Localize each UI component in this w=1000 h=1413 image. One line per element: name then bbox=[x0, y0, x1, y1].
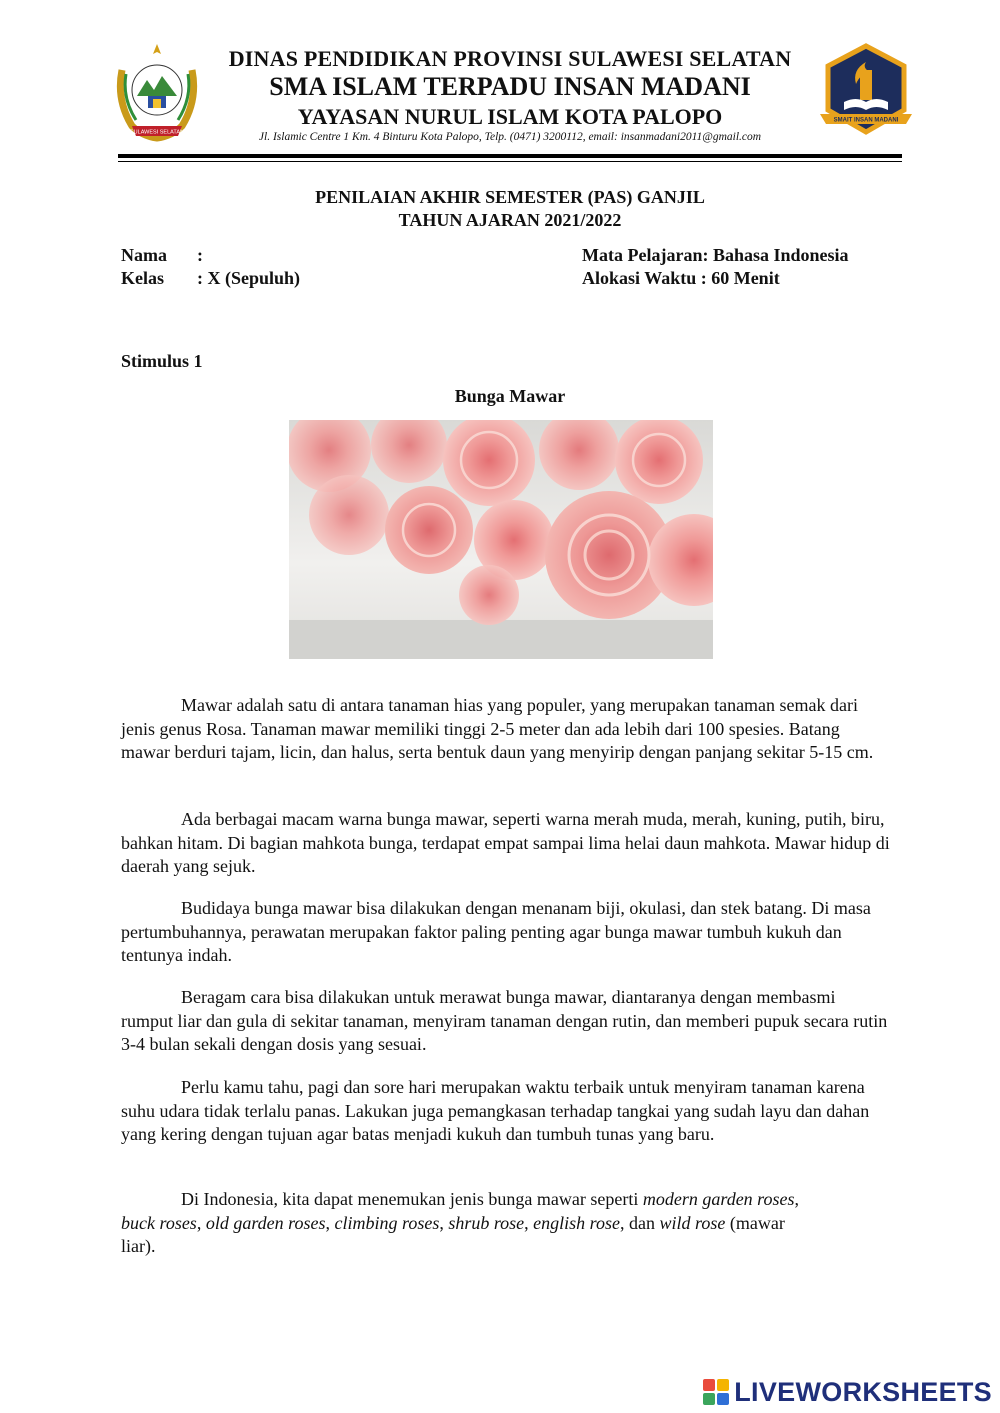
subject-info: Mata Pelajaran: Bahasa Indonesia bbox=[582, 245, 849, 265]
letterhead-line-1: DINAS PENDIDIKAN PROVINSI SULAWESI SELATAN bbox=[228, 46, 792, 71]
p6-text: , bbox=[325, 1212, 335, 1233]
p6-italic-term: wild rose bbox=[659, 1212, 726, 1233]
exam-title: PENILAIAN AKHIR SEMESTER (PAS) GANJIL bbox=[315, 187, 705, 207]
p6-text: , bbox=[196, 1212, 206, 1233]
school-logo-ribbon-text: SMAIT INSAN MADANI bbox=[833, 117, 899, 124]
province-emblem-logo bbox=[112, 40, 202, 146]
rose-photo bbox=[289, 420, 713, 659]
p6-text: Di Indonesia, kita dapat menemukan jenis bunga mawar seperti bbox=[181, 1189, 643, 1209]
watermark-text: LIVEWORKSHEETS bbox=[734, 1376, 992, 1407]
letterhead-foundation: YAYASAN NURUL ISLAM KOTA PALOPO bbox=[297, 104, 723, 129]
p6-italic-term: english rose bbox=[533, 1212, 620, 1233]
p6-text: (mawar liar). bbox=[121, 1212, 785, 1256]
p6-italic-term: old garden roses bbox=[205, 1212, 326, 1233]
paragraph-1: Mawar adalah satu di antara tanaman hias yang populer, yang merupakan tanaman semak dari jenis genus Rosa. Tanaman mawar memiliki tinggi 2-5 meter dan ada lebih dari 100 spesies. Batang mawar berduri tajam, licin, dan halus, serta bentuk daun yang menyirip dengan panjang sekitar 5-15 cm. bbox=[121, 695, 874, 762]
nama-value: : bbox=[197, 245, 203, 265]
letterhead-school-name: SMA ISLAM TERPADU INSAN MADANI bbox=[269, 72, 751, 101]
p6-italic-term: buck roses bbox=[121, 1212, 197, 1233]
p6-text: , bbox=[439, 1212, 449, 1233]
p6-text: , bbox=[524, 1212, 534, 1233]
emblem-ribbon-text: SULAWESI SELATAN bbox=[130, 129, 184, 136]
paragraph-2: Ada berbagai macam warna bunga mawar, seperti warna merah muda, merah, kuning, putih, biru, bahkan hitam. Di bagian mahkota bunga, terdapat empat sampai lima helai daun mahkota. Mawar hidup di daerah yang sejuk. bbox=[121, 809, 890, 876]
kelas-value: : X (Sepuluh) bbox=[197, 268, 301, 288]
school-logo bbox=[816, 40, 916, 140]
p6-text: , dan bbox=[620, 1212, 660, 1233]
letterhead-rule-thick bbox=[118, 154, 902, 158]
p6-text: , bbox=[794, 1189, 800, 1209]
paragraph-5: Perlu kamu tahu, pagi dan sore hari merupakan waktu terbaik untuk menyiram tanaman karena suhu udara tidak terlalu panas. Lakukan juga pemangkasan terhadap tangkai yang sudah layu dan dahan yang kering dengan tujuan agar batas menjadi kukuh dan tumbuh tunas yang baru. bbox=[121, 1077, 870, 1144]
nama-label: Nama bbox=[121, 245, 167, 265]
liveworksheets-logo-icon bbox=[702, 1378, 730, 1406]
stimulus-title: Bunga Mawar bbox=[454, 386, 566, 406]
stimulus-label: Stimulus 1 bbox=[121, 351, 203, 371]
paragraph-4: Beragam cara bisa dilakukan untuk merawat bunga mawar, diantaranya dengan membasmi rumput liar dan gula di sekitar tanaman, menyiram tanaman dengan rutin, dan memberi pupuk secara rutin 3-4 bulan sekali dengan dosis yang sesuai. bbox=[121, 987, 888, 1054]
p6-italic-term: climbing roses bbox=[334, 1212, 440, 1233]
letterhead-address: Jl. Islamic Centre 1 Km. 4 Binturu Kota Palopo, Telp. (0471) 3200112, email: insanmadani2011@gmail.com bbox=[258, 131, 762, 143]
liveworksheets-watermark bbox=[702, 1376, 992, 1408]
paragraph-3: Budidaya bunga mawar bisa dilakukan dengan menanam biji, okulasi, dan stek batang. Di masa pertumbuhannya, perawatan merupakan faktor paling penting agar bunga mawar tumbuh kukuh dan tentunya indah. bbox=[121, 898, 871, 965]
paragraph-6 bbox=[121, 1188, 821, 1259]
letterhead-rule-thin bbox=[118, 161, 902, 162]
kelas-label: Kelas bbox=[121, 268, 164, 288]
p6-italic-term: modern garden roses bbox=[642, 1189, 795, 1209]
exam-year: TAHUN AJARAN 2021/2022 bbox=[398, 210, 622, 230]
time-allocation: Alokasi Waktu : 60 Menit bbox=[582, 268, 780, 288]
p6-italic-term: shrub rose bbox=[448, 1212, 525, 1233]
